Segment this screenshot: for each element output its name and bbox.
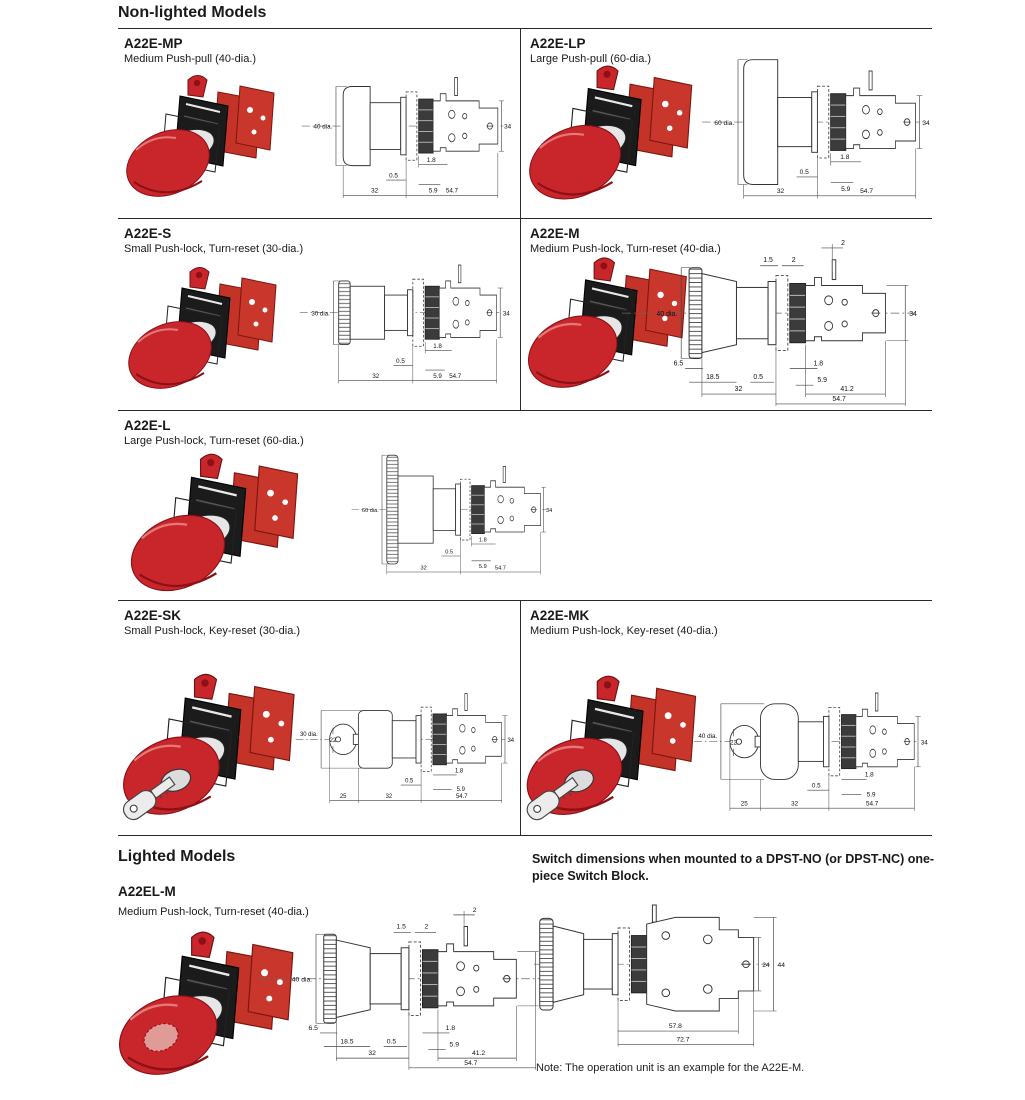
- dim-label: 32: [791, 800, 799, 808]
- product-photo-a22e-mk: [520, 670, 718, 830]
- drawing-a22el-m: [256, 903, 556, 1070]
- dim-label: 40 dia.: [313, 123, 333, 131]
- product-photo-a22e-sk: [114, 668, 319, 830]
- drawing-a22e-mk: [692, 684, 928, 819]
- drawing-a22e-lp: [700, 54, 932, 210]
- dim-label: 1.5: [396, 923, 406, 931]
- model-desc-a22e-mk: Medium Push-lock, Key-reset (40-dia.): [530, 625, 718, 637]
- dim-label: 1.8: [813, 360, 824, 368]
- dim-label: 5.9: [478, 564, 487, 570]
- dim-label: 40 dia.: [698, 733, 718, 740]
- dim-label: 1.8: [445, 1025, 456, 1033]
- dim-label: 25: [740, 800, 748, 808]
- drawing-a22e-mp: [300, 70, 514, 201]
- dim-label: 54.7: [456, 793, 468, 800]
- dim-label: 22: [729, 739, 738, 747]
- dim-label: 54.7: [445, 187, 459, 195]
- drawing-a22e-s: [298, 258, 510, 386]
- product-photo-a22e-l: [116, 448, 328, 606]
- dim-label: 5.9: [428, 187, 438, 195]
- dim-label: 30 dia.: [311, 310, 330, 318]
- model-title-a22e-mp: A22E-MP: [124, 36, 183, 51]
- dim-label: 54.7: [449, 373, 462, 381]
- dim-label: 0.5: [445, 549, 454, 556]
- dim-label: 30 dia.: [299, 731, 318, 738]
- model-title-a22el-m: A22EL-M: [118, 884, 176, 899]
- dim-label: 40 dia.: [291, 976, 313, 984]
- dim-label: 5.9: [841, 186, 851, 194]
- dim-label: 34: [909, 311, 917, 319]
- lighted-section-title: Lighted Models: [118, 848, 236, 865]
- model-title-a22e-lp: A22E-LP: [530, 36, 586, 51]
- product-photo-a22e-lp: [520, 60, 716, 214]
- drawing-switch-block: [532, 905, 790, 1053]
- dim-label: 24: [762, 962, 770, 970]
- dim-label: 32: [372, 373, 380, 381]
- drawing-a22e-sk: [294, 690, 516, 809]
- model-desc-a22e-m: Medium Push-lock, Turn-reset (40-dia.): [530, 243, 721, 255]
- dim-label: 18.5: [706, 374, 720, 382]
- dim-label: 32: [776, 187, 785, 195]
- dim-label: 25: [339, 793, 347, 800]
- dim-label: 72.7: [676, 1036, 690, 1044]
- dim-label: 1.8: [454, 768, 464, 775]
- dim-label: 5.9: [866, 791, 876, 799]
- model-title-a22e-sk: A22E-SK: [124, 608, 182, 623]
- dim-label: 41.2: [471, 1050, 486, 1058]
- dim-label: 34: [546, 508, 553, 514]
- dim-label: 60 dia.: [362, 508, 379, 514]
- model-desc-a22e-s: Small Push-lock, Turn-reset (30-dia.): [124, 243, 304, 255]
- product-photo-a22e-s: [120, 262, 298, 402]
- grid-line: [118, 28, 932, 29]
- dim-label: 5.9: [817, 377, 828, 385]
- dim-label: 34: [504, 123, 512, 131]
- dim-label: 32: [385, 793, 393, 800]
- dim-label: 5.9: [449, 1041, 459, 1049]
- model-title-a22e-l: A22E-L: [124, 418, 171, 433]
- model-desc-a22e-lp: Large Push-pull (60-dia.): [530, 53, 652, 65]
- nonlighted-section-title: Non-lighted Models: [118, 4, 267, 21]
- dim-label: 1.5: [763, 256, 773, 264]
- dim-label: 34: [502, 310, 510, 318]
- dim-label: 41.2: [840, 386, 854, 394]
- dim-label: 0.5: [389, 172, 398, 180]
- dim-label: 0.5: [811, 782, 821, 790]
- dim-label: 1.8: [426, 157, 436, 165]
- dim-label: 54.7: [494, 565, 506, 572]
- dim-label: 0.5: [386, 1038, 397, 1046]
- dim-label: 6.5: [308, 1025, 318, 1033]
- dim-label: 18.5: [340, 1038, 354, 1046]
- dim-label: 54.7: [832, 395, 846, 403]
- dim-label: 34: [920, 739, 928, 747]
- model-desc-a22e-mp: Medium Push-pull (40-dia.): [124, 53, 257, 65]
- dim-label: 32: [371, 187, 379, 195]
- dim-label: 0.5: [405, 778, 414, 785]
- dim-label: 0.5: [799, 169, 809, 177]
- dim-label: 5.9: [433, 373, 442, 381]
- dim-label: 57.8: [668, 1023, 682, 1031]
- footnote: Note: The operation unit is an example for the A22E-M.: [536, 1062, 805, 1074]
- dim-label: 2: [791, 256, 796, 264]
- model-desc-a22e-sk: Small Push-lock, Key-reset (30-dia.): [124, 625, 301, 637]
- dim-label: 6.5: [673, 360, 684, 368]
- model-title-a22e-s: A22E-S: [124, 226, 172, 241]
- dim-label: 1.8: [478, 537, 487, 544]
- dim-label: 54.7: [464, 1059, 478, 1067]
- dim-label: 40 dia.: [656, 311, 678, 319]
- model-desc-a22el-m: Medium Push-lock, Turn-reset (40-dia.): [118, 906, 309, 918]
- grid-line: [118, 218, 932, 219]
- grid-line: [118, 410, 932, 411]
- dim-label: 0.5: [753, 374, 763, 382]
- dim-label: 1.8: [840, 153, 850, 161]
- dim-label: 5.9: [456, 787, 465, 794]
- dim-label: 22: [329, 737, 337, 744]
- model-title-a22e-mk: A22E-MK: [530, 608, 590, 623]
- dim-label: 2: [841, 239, 845, 247]
- dim-label: 2: [424, 923, 429, 931]
- dim-label: 60 dia.: [714, 119, 735, 127]
- dim-label: 0.5: [396, 358, 405, 366]
- dim-label: 32: [734, 386, 743, 394]
- drawing-a22e-l: [350, 452, 554, 584]
- dim-label: 34: [507, 737, 515, 744]
- dim-label: 54.7: [860, 187, 874, 195]
- dim-label: 1.8: [864, 771, 874, 779]
- grid-line: [118, 835, 932, 836]
- dim-label: 54.7: [865, 800, 879, 808]
- dim-label: 32: [368, 1050, 376, 1058]
- dim-label: 32: [420, 565, 427, 572]
- drawing-a22e-m: [620, 236, 926, 406]
- dim-label: 34: [922, 119, 930, 127]
- dim-label: 1.8: [433, 343, 442, 351]
- dim-label: 44: [777, 962, 785, 970]
- switch-block-heading: Switch dimensions when mounted to a DPST-NO (or DPST-NC) one-piece Switch Block.: [532, 852, 935, 883]
- model-desc-a22e-l: Large Push-lock, Turn-reset (60-dia.): [124, 435, 304, 447]
- product-photo-a22e-mp: [118, 70, 296, 210]
- model-title-a22e-m: A22E-M: [530, 226, 580, 241]
- dim-label: 2: [472, 906, 477, 914]
